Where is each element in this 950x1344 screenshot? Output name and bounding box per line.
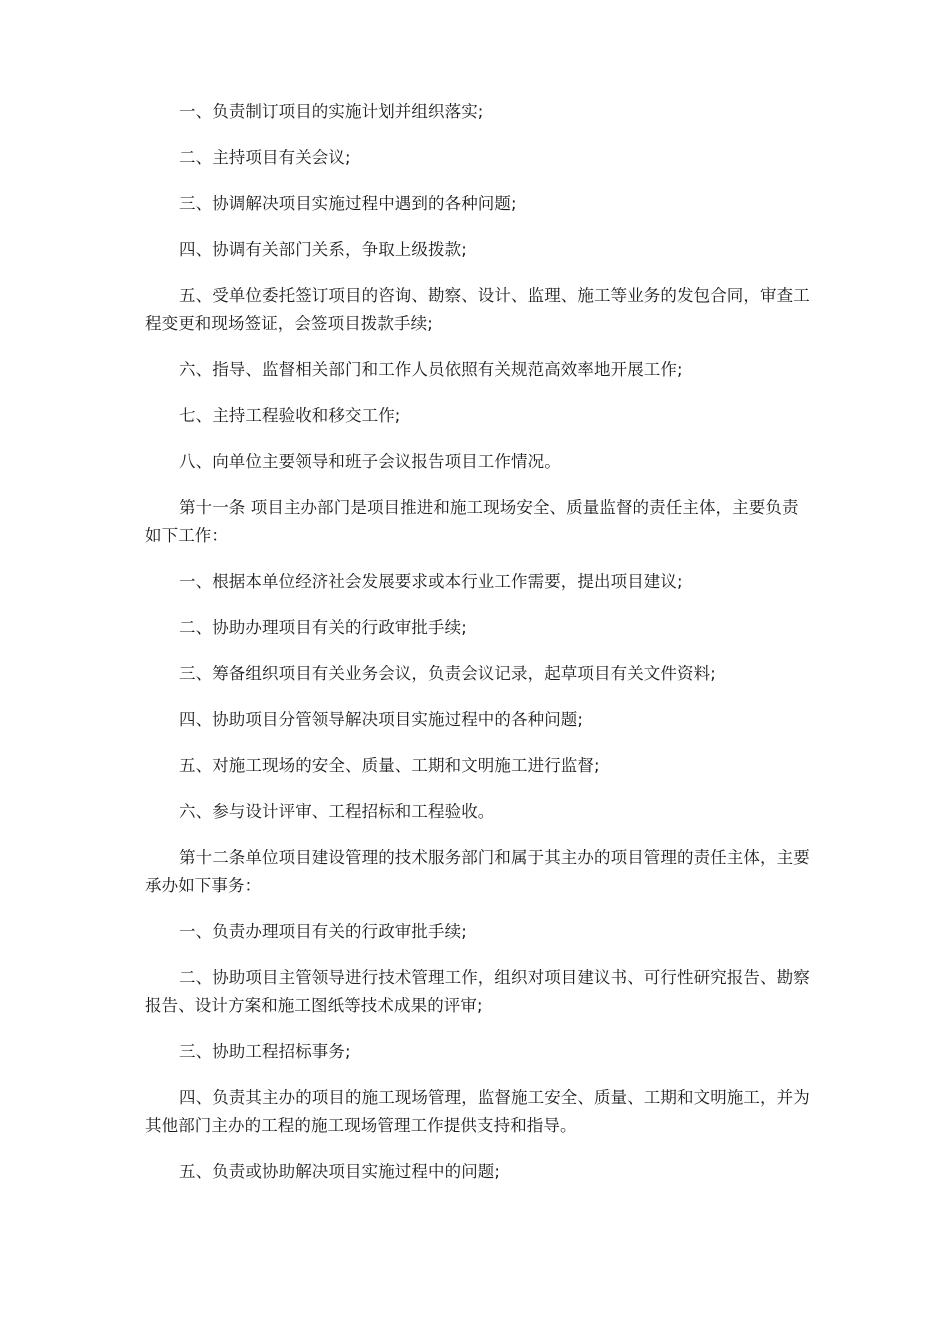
paragraph: 二、协助办理项目有关的行政审批手续;: [179, 618, 467, 637]
paragraph: 五、负责或协助解决项目实施过程中的问题;: [179, 1162, 501, 1181]
paragraph: 一、负责办理项目有关的行政审批手续;: [179, 922, 467, 941]
paragraph: 六、参与设计评审、工程招标和工程验收。: [179, 802, 495, 821]
paragraph: 四、协助项目分管领导解决项目实施过程中的各种问题;: [179, 710, 584, 729]
paragraph: 三、协助工程招标事务;: [179, 1042, 351, 1061]
paragraph: 五、对施工现场的安全、质量、工期和文明施工进行监督;: [179, 756, 600, 775]
paragraph: 八、向单位主要领导和班子会议报告项目工作情况。: [179, 452, 561, 471]
paragraph: 七、主持工程验收和移交工作;: [179, 406, 401, 425]
paragraph: 四、协调有关部门关系，争取上级拨款;: [179, 240, 467, 259]
paragraph: 四、负责其主办的项目的施工现场管理，监督施工安全、质量、工期和文明施工，并为其他部门主办的工程的施工现场管理工作提供支持和指导。: [145, 1088, 810, 1135]
document-body: [145, 98, 810, 1204]
article-heading-paragraph: 第十二条单位项目建设管理的技术服务部门和属于其主办的项目管理的责任主体，主要承办如下事务：: [145, 848, 810, 895]
paragraph: 六、指导、监督相关部门和工作人员依照有关规范高效率地开展工作;: [179, 360, 683, 379]
paragraph: 一、根据本单位经济社会发展要求或本行业工作需要，提出项目建议;: [179, 572, 683, 591]
paragraph: 三、协调解决项目实施过程中遇到的各种问题;: [179, 194, 517, 213]
paragraph: 五、受单位委托签订项目的咨询、勘察、设计、监理、施工等业务的发包合同，审查工程变更和现场签证，会签项目拨款手续;: [145, 286, 810, 333]
paragraph: 一、负责制订项目的实施计划并组织落实;: [179, 102, 484, 121]
article-heading-paragraph: 第十一条 项目主办部门是项目推进和施工现场安全、质量监督的责任主体，主要负责如下工作：: [145, 498, 799, 545]
paragraph: 三、筹备组织项目有关业务会议，负责会议记录，起草项目有关文件资料;: [179, 664, 716, 683]
paragraph: 二、主持项目有关会议;: [179, 148, 351, 167]
paragraph: 二、协助项目主管领导进行技术管理工作，组织对项目建议书、可行性研究报告、勘察报告、设计方案和施工图纸等技术成果的评审;: [145, 968, 810, 1015]
